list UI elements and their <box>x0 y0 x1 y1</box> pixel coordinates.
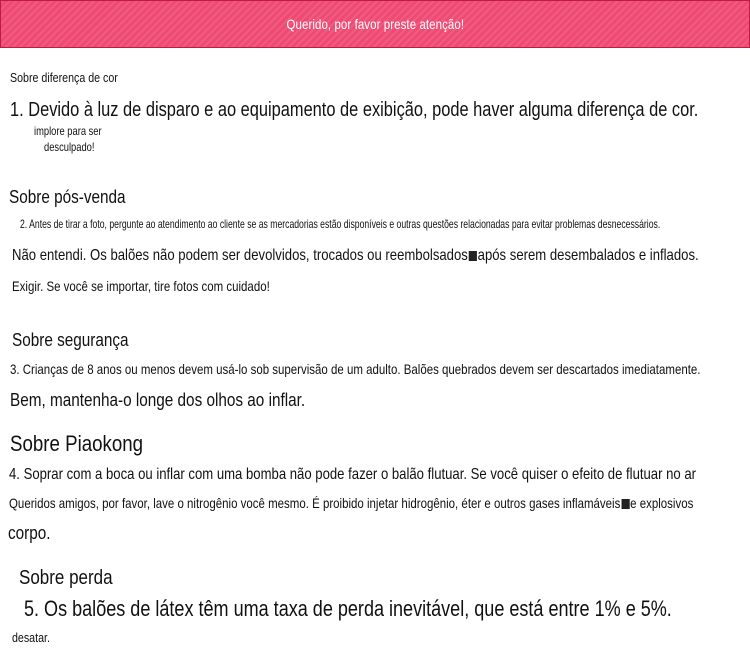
loss-heading: Sobre perda <box>19 567 113 589</box>
piaokong-note-text-before: Queridos amigos, por favor, lave o nitrogênio você mesmo. É proibido injetar hidrogênio, éter e outros gases inflamáveis <box>9 495 621 511</box>
missing-glyph-icon <box>469 251 477 261</box>
piaokong-note-end: corpo. <box>8 523 51 543</box>
piaokong-note <box>9 496 693 511</box>
safety-heading: Sobre segurança <box>12 330 129 350</box>
color-note-line2: desculpado! <box>44 140 95 154</box>
piaokong-note-text-after: e explosivos <box>630 495 694 511</box>
loss-point: 5. Os balões de látex têm uma taxa de perda inevitável, que está entre 1% e 5%. <box>24 596 672 621</box>
after-sales-notice <box>12 247 699 265</box>
after-sales-point: 2. Antes de tirar a foto, pergunte ao atendimento ao cliente se as mercadorias estão disponíveis e outras questões relacionadas para evitar problemas desnecessários. <box>20 217 661 231</box>
banner-title: Querido, por favor preste atenção! <box>286 16 464 32</box>
color-note-line1: implore para ser <box>34 124 102 138</box>
color-point: 1. Devido à luz de disparo e ao equipamento de exibição, pode haver alguma diferença de cor. <box>10 99 699 121</box>
safety-note: Bem, mantenha-o longe dos olhos ao inflar. <box>10 390 306 410</box>
after-sales-note: Exigir. Se você se importar, tire fotos com cuidado! <box>12 278 270 294</box>
attention-banner <box>0 0 750 48</box>
piaokong-heading: Sobre Piaokong <box>10 431 144 456</box>
after-sales-heading: Sobre pós-venda <box>9 187 126 207</box>
safety-point: 3. Crianças de 8 anos ou menos devem usá-lo sob supervisão de um adulto. Balões quebrados devem ser descartados imediatamente. <box>10 361 701 377</box>
after-sales-notice-text-before: Não entendi. Os balões não podem ser devolvidos, trocados ou reembolsados <box>12 247 468 264</box>
after-sales-notice-text-after: após serem desembalados e inflados. <box>477 247 699 264</box>
loss-note: desatar. <box>12 630 50 645</box>
missing-glyph-icon <box>621 499 629 509</box>
piaokong-point: 4. Soprar com a boca ou inflar com uma bomba não pode fazer o balão flutuar. Se você quiser o efeito de flutuar no ar <box>9 466 697 483</box>
color-heading: Sobre diferença de cor <box>10 70 118 85</box>
